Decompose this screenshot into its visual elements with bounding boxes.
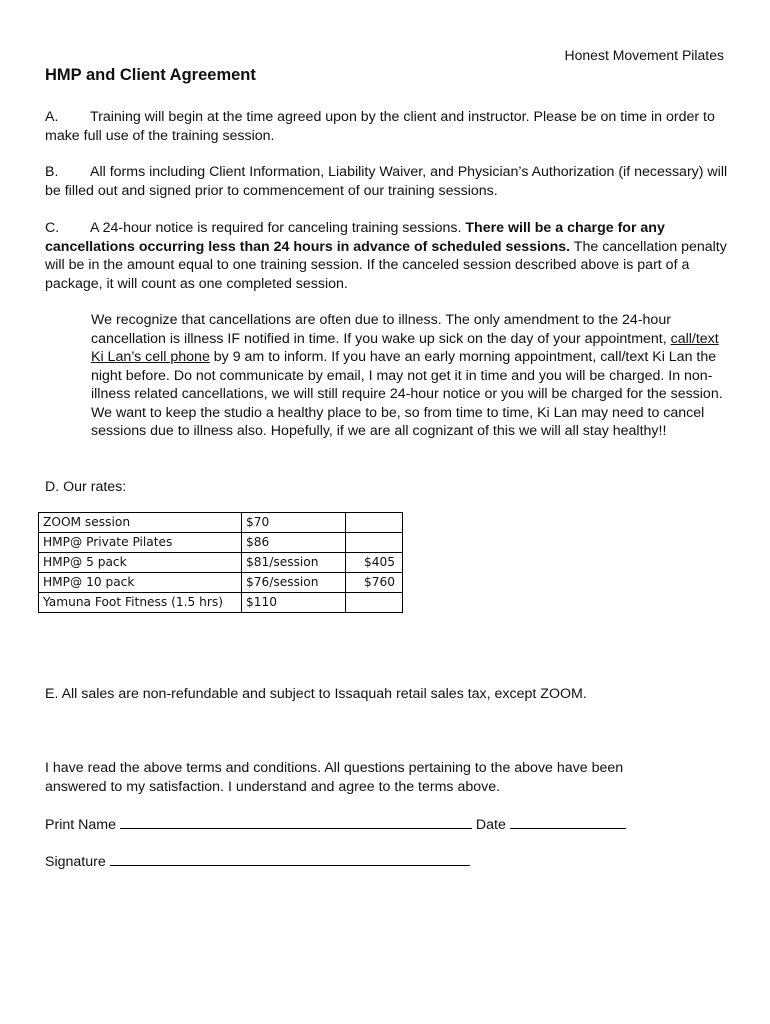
date-label: Date: [475, 817, 506, 833]
section-c-text: A 24-hour notice is required for canceling training sessions.: [90, 220, 466, 236]
section-b-text: All forms including Client Information, Liability Waiver, and Physician’s Authorization (if necessary) will be filled out and signed prior to commencement of our training sessions.: [45, 164, 728, 199]
rate-price-cell: $76/session: [242, 573, 346, 593]
rate-service-cell: Yamuna Foot Fitness (1.5 hrs): [39, 593, 242, 613]
date-field[interactable]: [510, 814, 626, 829]
illness-policy-text: We recognize that cancellations are often due to illness. The only amendment to the 24-hour cancellation is illness IF notified in time. If you wake up sick on the day of your appointment,: [91, 312, 671, 347]
section-c-text-continued: The cancellation penalty will be in the amount equal to one training session. If the canceled session described above is part of a package, it will count as one completed session.: [45, 238, 727, 292]
rate-row: [39, 533, 403, 553]
rate-service-cell: HMP@ 5 pack: [39, 553, 242, 573]
rates-table: [38, 512, 403, 613]
rate-row: [39, 513, 403, 533]
section-a-letter: A.: [45, 109, 59, 125]
section-d-label: D. Our rates:: [45, 479, 127, 495]
section-b-letter: B.: [45, 164, 59, 180]
company-name: Honest Movement Pilates: [564, 47, 724, 63]
rate-total-cell: $760: [346, 573, 403, 593]
signature-label: Signature: [45, 854, 106, 870]
acknowledgement: I have read the above terms and conditions. All questions pertaining to the above have been answered to my satisfaction. I understand and agree to the terms above.: [45, 760, 624, 795]
rate-total-cell: [346, 593, 403, 613]
print-name-field[interactable]: [120, 814, 472, 829]
cell-phone-link[interactable]: call/text Ki Lan’s cell phone: [91, 330, 719, 365]
rate-price-cell: $86: [242, 533, 346, 553]
rate-total-cell: $405: [346, 553, 403, 573]
section-c-letter: C.: [45, 220, 60, 236]
section-c: [45, 219, 735, 293]
print-name-label: Print Name: [45, 817, 116, 833]
rate-row: [39, 573, 403, 593]
rate-service-cell: ZOOM session: [39, 513, 242, 533]
rate-total-cell: [346, 513, 403, 533]
page-title: HMP and Client Agreement: [45, 66, 256, 84]
illness-policy: [91, 311, 731, 441]
rate-row: [39, 593, 403, 613]
section-b: [45, 163, 735, 200]
signature-field[interactable]: [110, 851, 470, 866]
rate-row: [39, 553, 403, 573]
section-e: E. All sales are non-refundable and subject to Issaquah retail sales tax, except ZOOM.: [45, 686, 587, 702]
signature-row: [45, 851, 735, 872]
section-a-text: Training will begin at the time agreed upon by the client and instructor. Please be on time in order to make full use of the training session.: [45, 109, 715, 144]
print-name-row: [45, 814, 735, 835]
rate-service-cell: HMP@ 10 pack: [39, 573, 242, 593]
rate-price-cell: $81/session: [242, 553, 346, 573]
rate-total-cell: [346, 533, 403, 553]
rate-price-cell: $70: [242, 513, 346, 533]
rate-price-cell: $110: [242, 593, 346, 613]
rate-service-cell: HMP@ Private Pilates: [39, 533, 242, 553]
section-a: [45, 108, 735, 145]
illness-policy-text-continued: by 9 am to inform. If you have an early morning appointment, call/text Ki Lan the night before. Do not communicate by email, I may not get it in time and you will be charged. In non-illness related cancellations, we will still require 24-hour notice or you will be charged for the session. We want to keep the studio a healthy place to be, so from time to time, Ki Lan may need to cancel sessions due to illness also. Hopefully, if we are all cognizant of this we will all stay healthy!!: [91, 349, 723, 439]
section-c-bold-text: There will be a charge for any cancellations occurring less than 24 hours in advance of scheduled sessions.: [45, 220, 665, 255]
